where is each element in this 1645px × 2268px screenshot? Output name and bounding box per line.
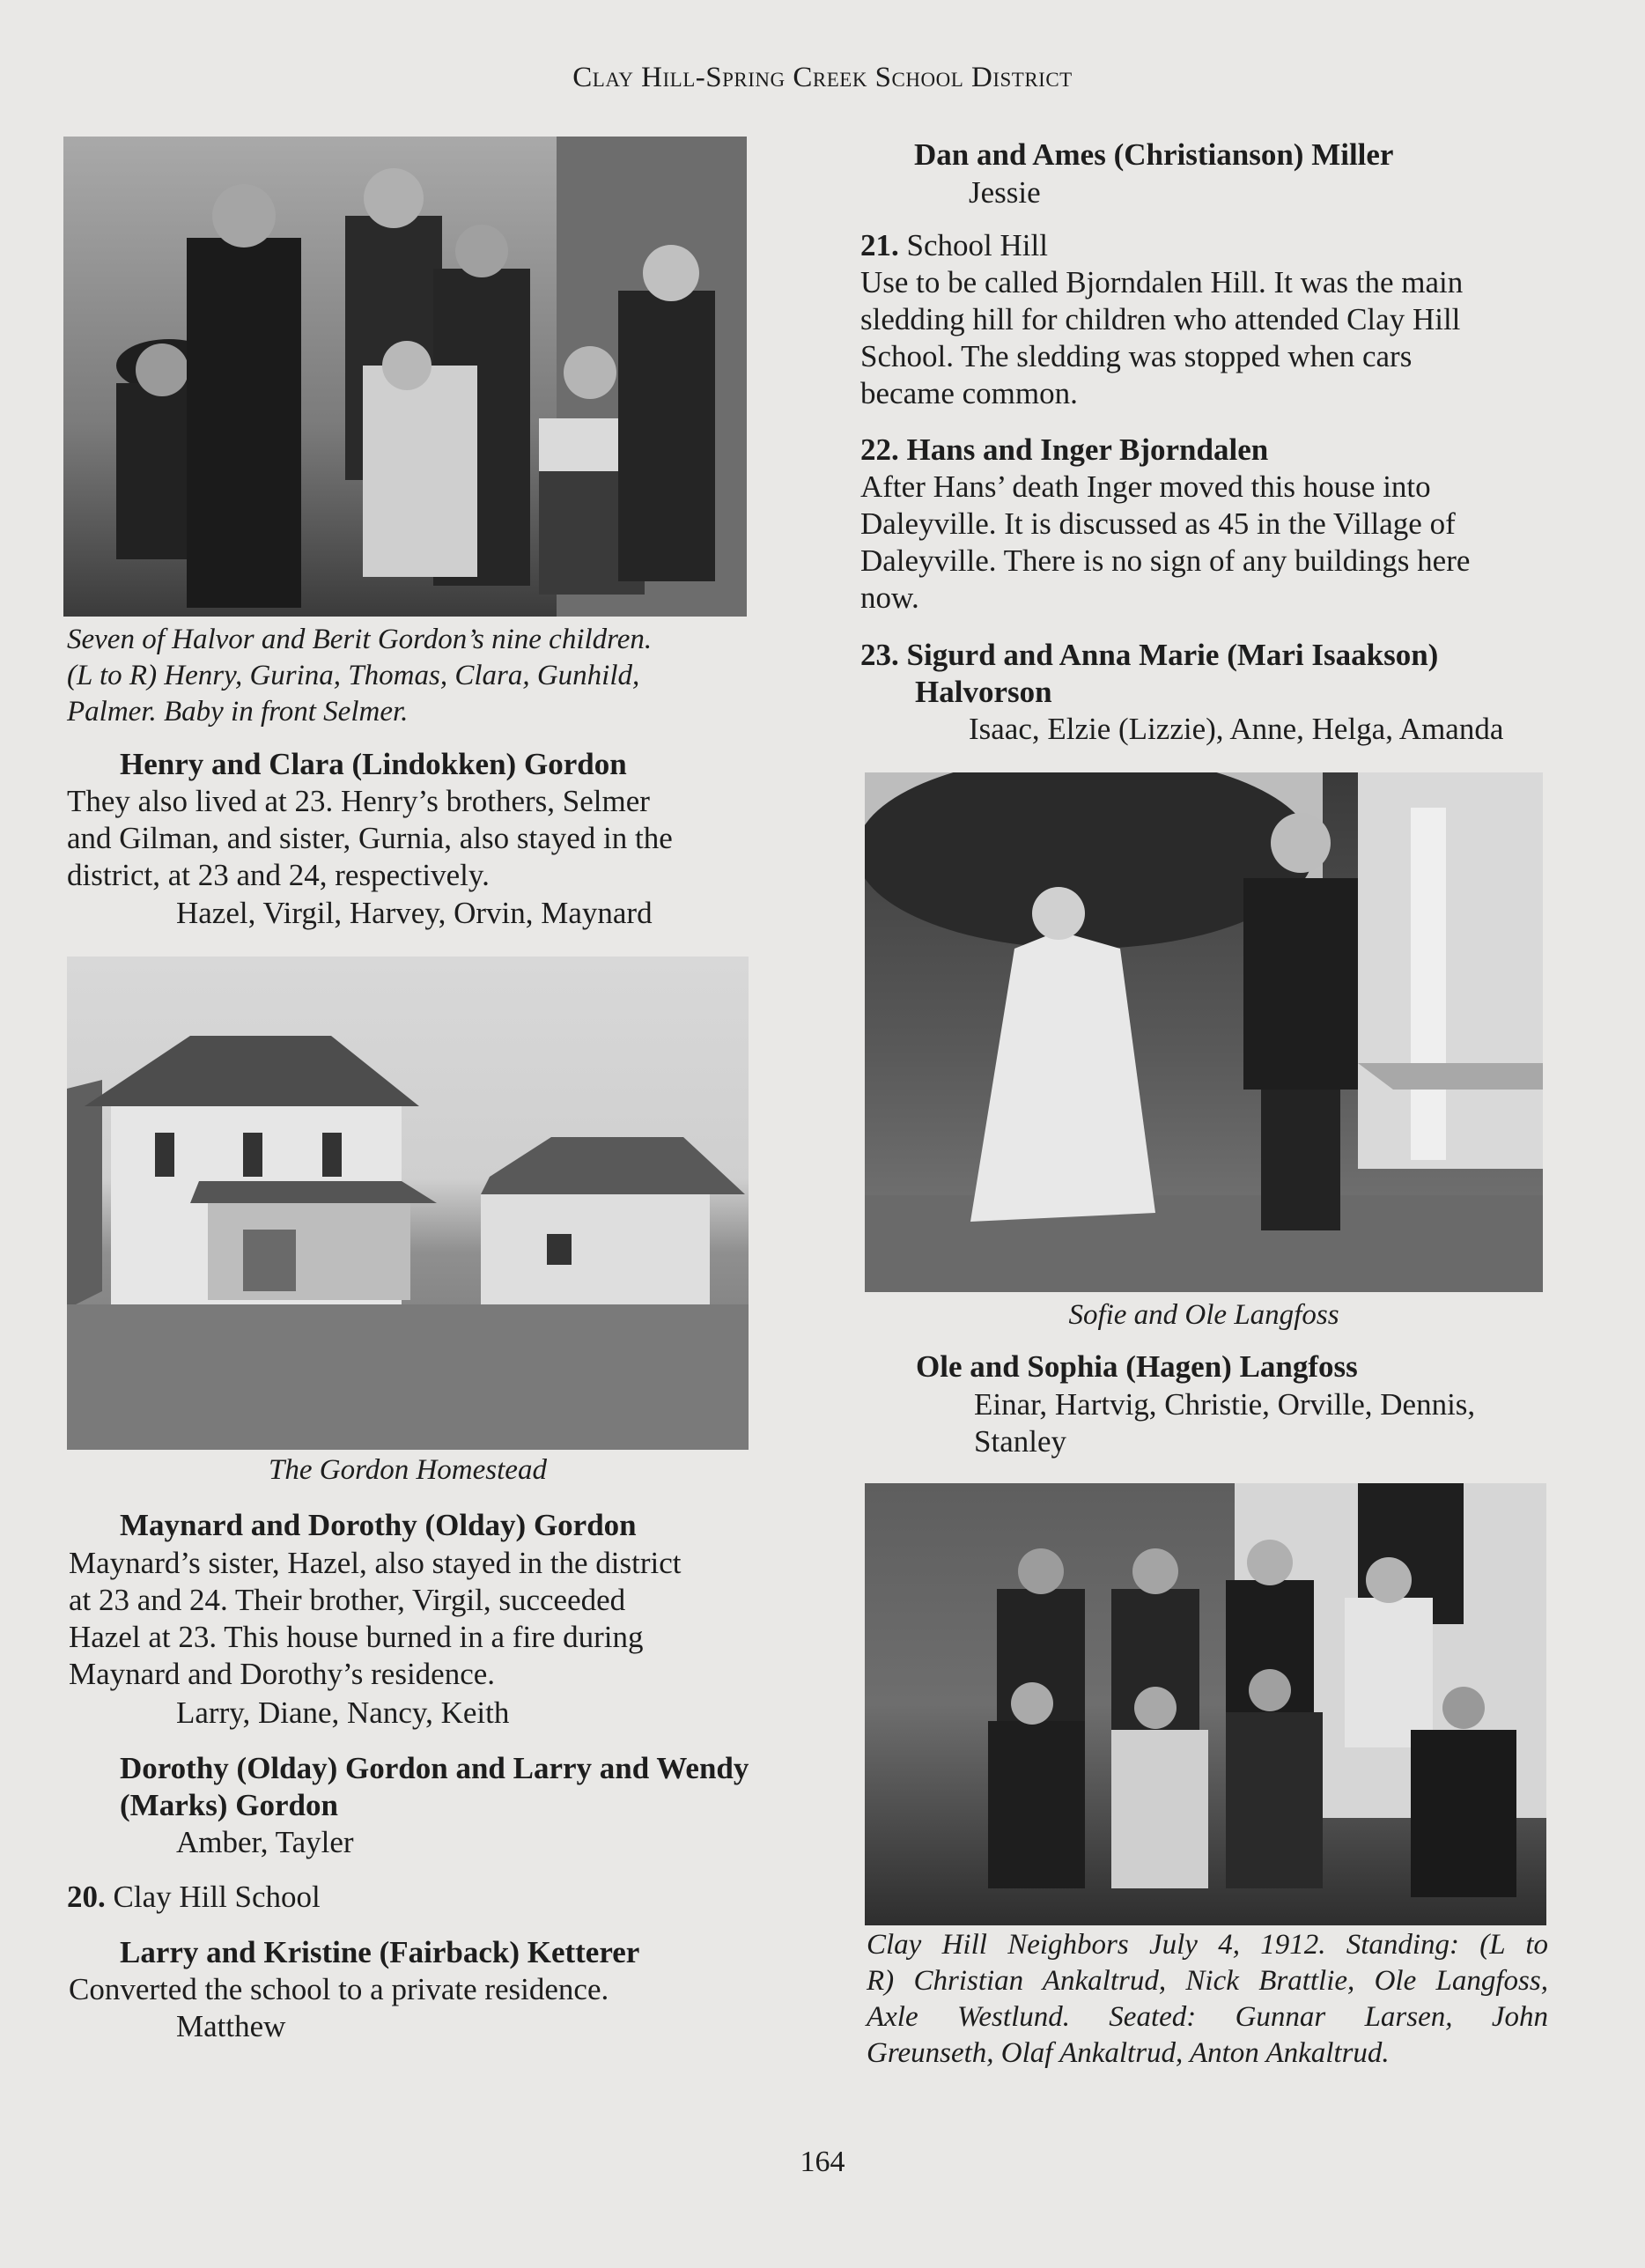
entry-children: Matthew (176, 2009, 286, 2043)
entry-heading: Ole and Sophia (Hagen) Langfoss (916, 1349, 1358, 1384)
entry-body: Maynard’s sister, Hazel, also stayed in the district at 23 and 24. Their brother, Virgil, succeeded Hazel at 23. This house burned in a fire during Maynard and Dorothy’s residence. (69, 1546, 682, 1691)
entry-heading: Henry and Clara (Lindokken) Gordon (120, 747, 627, 781)
photo-caption-gordon-homestead: The Gordon Homestead (269, 1454, 547, 1486)
entry-children: Hazel, Virgil, Harvey, Orvin, Maynard (176, 896, 653, 930)
entry-heading: Larry and Kristine (Fairback) Ketterer (120, 1935, 640, 1969)
entry-body: After Hans’ death Inger moved this house into Daleyville. It is discussed as 45 in the Village of Daleyville. There is no sign of any buildings here now. (860, 469, 1471, 615)
photo-caption-langfoss: Sofie and Ole Langfoss (1068, 1299, 1339, 1331)
running-head: Clay Hill-Spring Creek School District (572, 62, 1073, 93)
entry-children: Amber, Tayler (176, 1825, 354, 1859)
photo-clay-hill-neighbors (865, 1483, 1546, 1925)
entry-heading: Dan and Ames (Christianson) Miller (914, 137, 1394, 172)
photo-caption-gordon-children: Seven of Halvor and Berit Gordon’s nine children. (L to R) Henry, Gurina, Thomas, Clara, Gunhild, Palmer. Baby in front Selmer. (67, 624, 653, 728)
numbered-item: 21. School Hill (860, 228, 1048, 262)
photo-sofie-ole-langfoss (865, 772, 1543, 1292)
entry-children: Jessie (969, 175, 1041, 210)
photo-gordon-children (63, 137, 747, 617)
photo-caption-clay-hill-neighbors: Clay Hill Neighbors July 4, 1912. Standing: (L to R) Christian Ankaltrud, Nick Brattlie, Ole Langfoss, Axle Westlund. Seated: Gunnar Larsen, John Greunseth, Olaf Ankaltrud, Anton Ankaltrud. (867, 1929, 1548, 2069)
numbered-item: 23. Sigurd and Anna Marie (Mari Isaakson) Halvorson (860, 638, 1439, 709)
entry-body: They also lived at 23. Henry’s brothers, Selmer and Gilman, and sister, Gurnia, also stayed in the district, at 23 and 24, respectively. (67, 784, 673, 892)
entry-heading: Maynard and Dorothy (Olday) Gordon (120, 1508, 637, 1542)
entry-children: Larry, Diane, Nancy, Keith (176, 1695, 510, 1730)
numbered-item: 20. Clay Hill School (67, 1880, 321, 1914)
entry-body: Converted the school to a private residence. (69, 1972, 609, 2006)
entry-heading: Dorothy (Olday) Gordon and Larry and Wendy (Marks) Gordon (120, 1751, 749, 1822)
page-number: 164 (800, 2146, 845, 2178)
entry-children: Einar, Hartvig, Christie, Orville, Dennis, Stanley (974, 1387, 1476, 1459)
photo-gordon-homestead (67, 957, 749, 1450)
entry-body: Use to be called Bjorndalen Hill. It was the main sledding hill for children who attended Clay Hill School. The sledding was stopped when cars became common. (860, 265, 1464, 410)
numbered-item: 22. Hans and Inger Bjorndalen (860, 432, 1269, 467)
entry-children: Isaac, Elzie (Lizzie), Anne, Helga, Amanda (969, 712, 1504, 746)
